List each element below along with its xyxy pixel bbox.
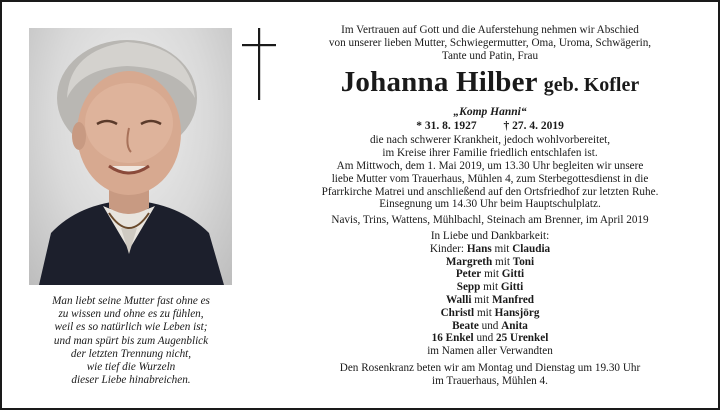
child-name: Sepp (456, 281, 481, 294)
death-date: † 27. 4. 2019 (503, 120, 564, 133)
child-name: Hans (466, 242, 492, 255)
poem-line: und man spürt bis zum Augenblick (53, 334, 209, 347)
grandchildren-row (286, 332, 694, 345)
mourner-row (286, 243, 694, 256)
child-name: Margreth (445, 255, 493, 268)
memorial-poem (28, 295, 234, 387)
mourner-row (286, 294, 694, 307)
obituary-text (286, 24, 694, 388)
life-dates (286, 119, 694, 133)
partner-name: Toni (512, 255, 535, 268)
intro-line: von unserer lieben Mutter, Schwiegermutter, Oma, Uroma, Schwägerin, (328, 36, 652, 49)
child-name: Peter (455, 268, 482, 281)
and-word: und (481, 319, 499, 332)
with-word: mit (484, 268, 499, 281)
maiden-name: geb. Kofler (543, 74, 640, 97)
detail-line: Einsegnung um 14.30 Uhr beim Hauptschulplatz. (379, 198, 601, 211)
children-label: Kinder: (429, 242, 465, 255)
mourners-intro: In Liebe und Dankbarkeit: (430, 229, 550, 242)
birth-date: * 31. 8. 1927 (416, 120, 477, 133)
cross-icon (242, 28, 276, 105)
detail-line: Pfarrkirche Matrei und anschließend auf den Ortsfriedhof zur letzten Ruhe. (321, 185, 659, 198)
detail-line: Am Mittwoch, dem 1. Mai 2019, um 13.30 Uhr begleiten wir unsere (336, 159, 644, 172)
poem-line: wie tief die Wurzeln (86, 361, 176, 374)
mourner-row (286, 320, 694, 333)
poem-line: der letzten Trennung nicht, (70, 347, 192, 360)
poem-line: dieser Liebe hinabreichen. (71, 374, 191, 387)
with-word: mit (476, 306, 492, 319)
child-name: Christl (440, 306, 475, 319)
relatives-line: im Namen aller Verwandten (427, 345, 553, 358)
name-row (286, 66, 694, 103)
mourner-row (286, 268, 694, 281)
detail-line: im Kreise ihrer Familie friedlich entschlafen ist. (382, 147, 598, 160)
rosary-line: im Trauerhaus, Mühlen 4. (432, 374, 548, 387)
detail-line: liebe Mutter vom Trauerhaus, Mühlen 4, zum Sterbegottesdienst in die (331, 172, 649, 185)
grandchildren-count: 16 Enkel (431, 332, 474, 345)
intro-line: Im Vertrauen auf Gott und die Auferstehung nehmen wir Abschied (341, 24, 639, 36)
partner-name: Claudia (512, 242, 551, 255)
nickname: „Komp Hanni“ (453, 106, 527, 119)
poem-line: weil es so natürlich wie Leben ist; (54, 321, 208, 334)
child-name: Walli (445, 293, 472, 306)
mourner-row (286, 281, 694, 294)
and-word: und (476, 332, 494, 345)
partner-name: Hansjörg (494, 306, 540, 319)
partner-name: Manfred (491, 293, 535, 306)
poem-line: Man liebt seine Mutter fast ohne es (52, 295, 210, 307)
portrait-photo (29, 28, 232, 285)
poem-line: zu wissen und ohne es zu fühlen, (58, 308, 204, 321)
with-word: mit (474, 293, 490, 306)
portrait-illustration (29, 28, 232, 285)
partner-name: Gitti (501, 268, 525, 281)
rosary-line: Den Rosenkranz beten wir am Montag und Dienstag um 19.30 Uhr (339, 361, 641, 374)
detail-line: die nach schwerer Krankheit, jedoch wohlvorbereitet, (369, 134, 611, 147)
partner-name: Gitti (500, 281, 524, 294)
deceased-name: Johanna Hilber (340, 66, 538, 99)
places-line: Navis, Trins, Wattens, Mühlbachl, Steinach am Brenner, im April 2019 (331, 214, 649, 227)
child-name: Anita (501, 319, 528, 332)
with-word: mit (494, 242, 510, 255)
child-name: Beate (452, 319, 479, 332)
mourner-row (286, 256, 694, 269)
mourner-row (286, 307, 694, 320)
intro-line: Tante und Patin, Frau (441, 49, 539, 62)
great-grandchildren-count: 25 Urenkel (496, 332, 549, 345)
with-word: mit (483, 281, 499, 294)
with-word: mit (495, 255, 510, 268)
